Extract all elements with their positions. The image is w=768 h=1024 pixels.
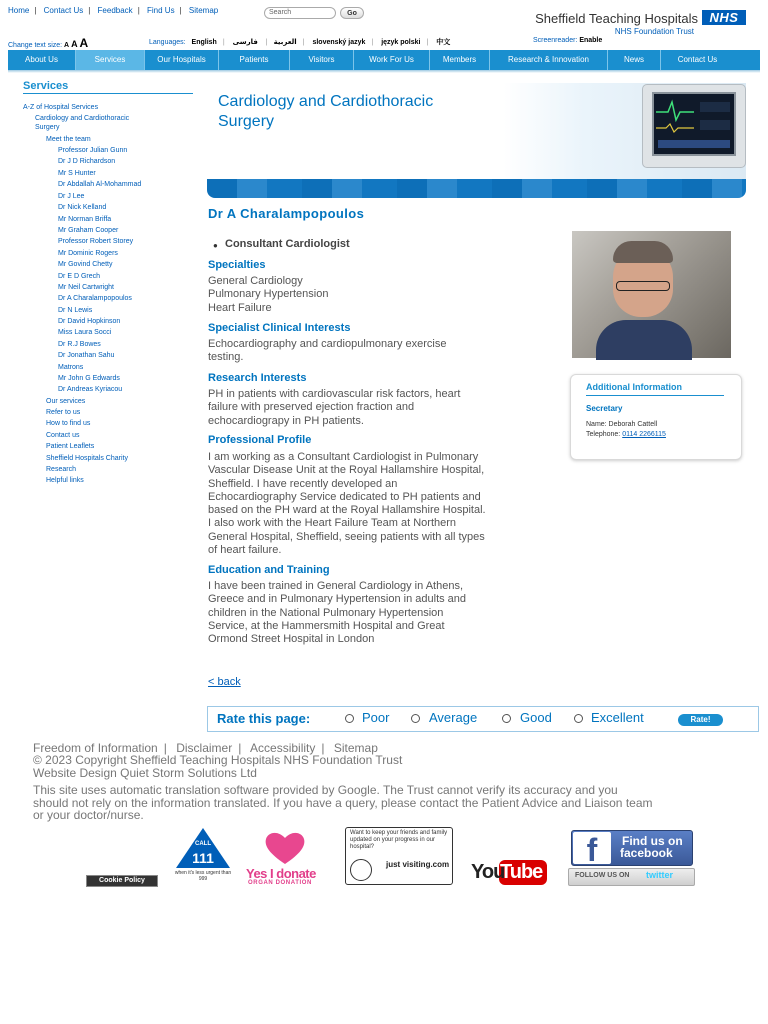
page-title [218,92,433,132]
sidebar-item[interactable]: Research [46,466,76,473]
lang-arabic[interactable]: العربية [273,39,297,46]
text-line: echocardiograpy in PH patients. [208,414,364,427]
additional-info-divider [586,395,724,396]
clinical-heading: Specialist Clinical Interests [208,322,351,334]
sidebar-item[interactable]: Dr R.J Bowes [58,341,101,348]
footer-link-disclaimer[interactable]: Disclaimer [176,741,233,755]
additional-info-title: Additional Information [586,382,682,392]
footer-translation-note: This site uses automatic translation software provided by Google. The Trust cannot verify its accuracy and you should not rely on the information translated. If you have a query, please contact the Patient Advice and Liaison team or your doctor/nurse. [33,783,653,822]
clinical-text [208,338,548,365]
footer-copyright: © 2023 Copyright Sheffield Teaching Hospitals NHS Foundation Trust [33,753,403,767]
text-line: of heart failure. [208,544,282,557]
nav-about-us[interactable]: About Us [8,50,76,70]
sidebar-item[interactable]: Mr John G Edwards [58,375,120,382]
nhs-111-subtitle: when it's less urgent than 999 [174,870,232,882]
facebook-icon: f [573,832,611,864]
page-title-line2: Surgery [218,113,275,130]
rate-submit-button[interactable]: Rate! [678,714,723,726]
text-line: I have been trained in General Cardiology in Athens, [208,580,463,592]
sidebar-item[interactable]: Dr N Lewis [58,307,93,314]
twitter-follow-text: FOLLOW US ON [575,872,630,879]
sidebar-item[interactable]: Mr Norman Briffa [58,216,112,223]
nav-research-innovation[interactable]: Research & Innovation [490,50,608,70]
text-size-label: Change text size: [8,42,63,49]
brand-name: Sheffield Teaching Hospitals [535,11,698,26]
sidebar-item[interactable]: Patient Leaflets [46,443,95,450]
sidebar-item[interactable]: Mr Graham Cooper [58,227,119,234]
profile-text [208,451,548,557]
nav-visitors[interactable]: Visitors [290,50,354,70]
heartbeat-icon [654,94,734,154]
rate-good-radio[interactable] [502,714,511,723]
footer-links: Freedom of Information | Disclaimer | Accessibility | Sitemap [33,741,378,755]
text-line: Echocardiography Service dedicated to PH patients and [208,490,481,503]
nav-services[interactable]: Services [76,50,145,70]
rate-excellent-radio[interactable] [574,714,583,723]
lang-polish[interactable]: język polski [381,39,421,46]
banner-strip [207,179,746,198]
text-line: I also work with the Heart Failure Team at Northern [208,517,457,530]
text-size-small[interactable]: A [64,42,70,49]
secretary-phone-row [586,431,666,438]
text-line: testing. [208,351,244,364]
youtube-tube: Tube [500,861,543,883]
bullet-icon: ● [213,241,218,250]
footer-link-sitemap[interactable]: Sitemap [333,741,378,755]
just-visiting-name: just visiting.com [386,860,450,869]
sidebar-item[interactable]: Dr Jonathan Sahu [58,352,115,359]
twitter-name: twitter [646,870,673,880]
sidebar-item[interactable]: Mr Dominic Rogers [58,250,118,257]
lang-english[interactable]: English [191,39,217,46]
just-visiting-icon [350,859,372,881]
language-selector: Languages: English | العربية| فارسی | slovenský jazyk | język polski | 中文 [149,39,451,46]
rate-page-label: Rate this page: [217,711,311,726]
sidebar-item[interactable]: Mr Govind Chetty [58,261,113,268]
organ-donation-subtitle: ORGAN DONATION [248,880,312,886]
lang-chinese[interactable]: 中文 [436,39,451,46]
rate-average-radio[interactable] [411,714,420,723]
nav-our-hospitals[interactable]: Our Hospitals [145,50,219,70]
nav-patients[interactable]: Patients [219,50,290,70]
research-heading: Research Interests [208,372,307,384]
rate-poor-radio[interactable] [345,714,354,723]
monitor-screen [652,92,736,156]
languages-label: Languages: [149,39,186,46]
organ-donation-title[interactable]: Yes I donate [246,866,316,881]
nav-news[interactable]: News [608,50,661,70]
sidebar-item[interactable]: Miss Laura Socci [58,329,112,336]
sidebar-item[interactable]: Helpful links [46,477,84,484]
doctor-role: Consultant Cardiologist [225,238,350,250]
nhs-logo[interactable]: NHS [702,10,746,25]
secretary-heading: Secretary [586,404,623,413]
telephone-link[interactable]: 0114 2266115 [622,431,666,438]
sidebar-title: Services [23,80,69,92]
nav-shadow [8,70,760,73]
text-line: failure with preserved ejection fraction and [208,401,415,414]
lang-slovak[interactable]: slovenský jazyk [312,39,366,46]
text-line: General Hospital, Sheffield, seeing patients with all types [208,530,485,543]
rate-excellent-label[interactable]: Excellent [591,710,644,725]
rate-good-label[interactable]: Good [520,710,552,725]
sidebar-item[interactable]: How to find us [46,420,91,427]
sidebar-item[interactable]: A-Z of Hospital Services [23,104,99,111]
text-line: I am working as a Consultant Cardiologist in Pulmonary [208,451,479,463]
text-line: Service, at the Hammersmith Hospital and Great [208,619,445,632]
text-line: Echocardiography and cardiopulmonary exercise [208,338,447,350]
main-nav [8,50,760,70]
education-text [208,580,548,646]
sidebar-item[interactable]: Professor Julian Gunn [58,147,128,154]
sidebar-item[interactable]: Surgery [35,124,60,131]
sidebar-item[interactable]: Dr A Charalampopoulos [58,295,132,302]
research-text [208,388,548,428]
top-link-find-us[interactable]: Find Us [147,6,175,15]
brand-subtitle: NHS Foundation Trust [614,27,694,36]
text-size-medium[interactable]: A [71,39,78,49]
lang-farsi[interactable]: فارسی [232,39,258,46]
screenreader-control [533,37,602,44]
sidebar-item[interactable]: Sheffield Hospitals Charity [46,455,128,462]
nav-members[interactable]: Members [430,50,490,70]
profile-heading: Professional Profile [208,434,312,446]
heart-icon[interactable] [264,830,306,866]
top-link-home[interactable]: Home [8,6,30,15]
search-input[interactable]: Search [264,7,336,19]
sidebar-item[interactable]: Dr Abdallah Al-Mohammad [58,181,142,188]
sidebar-item[interactable]: Dr J D Richardson [58,158,116,165]
sidebar-item[interactable]: Contact us [46,432,80,439]
text-line: Vascular Disease Unit at the Royal Hallamshire Hospital, [208,464,485,477]
top-link-sitemap[interactable]: Sitemap [188,6,219,15]
sidebar-item[interactable]: Dr David Hopkinson [58,318,121,325]
secretary-name: Name: Deborah Cattell [586,421,658,428]
sidebar-item[interactable]: Meet the team [46,136,91,143]
top-links: Home | Contact Us | Feedback | Find Us | Sitemap [8,6,219,15]
facebook-line1: Find us on [622,834,683,848]
facebook-line2: facebook [620,846,673,860]
footer-design-credit: Website Design Quiet Storm Solutions Ltd [33,766,257,780]
sidebar-item[interactable]: Our services [46,398,86,405]
cookie-policy-button[interactable]: Cookie Policy [86,875,158,887]
specialties-list [208,275,548,315]
specialty-item: Pulmonary Hypertension [208,288,329,301]
nav-work-for-us[interactable]: Work For Us [354,50,430,70]
text-size-large[interactable]: A [79,36,89,50]
go-button[interactable]: Go [340,7,364,19]
sidebar-item[interactable]: Dr J Lee [58,193,85,200]
text-line: Ormond Street Hospital in London [208,633,375,646]
specialty-item: Heart Failure [208,301,272,314]
text-line: Sheffield. I have recently developed an [208,477,398,490]
top-link-contact[interactable]: Contact Us [43,6,84,15]
sidebar-item[interactable]: Refer to us [46,409,81,416]
footer-link-foi[interactable]: Freedom of Information [33,741,158,755]
text-size-control [8,36,88,50]
text-line: children in the National Pulmonary Hypertension [208,606,444,619]
screenreader-label: Screenreader: [533,37,578,44]
page-title-line1: Cardiology and Cardiothoracic [218,93,434,110]
youtube-you: You [471,861,505,883]
sidebar-item[interactable]: Mr S Hunter [58,170,96,177]
text-line: PH in patients with cardiovascular risk factors, heart [208,388,461,400]
just-visiting-text: Want to keep your friends and family updated on your progress in our hospital? [350,830,448,850]
telephone-label: Telephone: [586,431,621,438]
text-line: Greece and in Pulmonary Hypertension in adults and [208,593,467,606]
photo-shirt [596,320,692,360]
sidebar-item[interactable]: Dr E D Grech [58,273,101,280]
sidebar-item[interactable]: Matrons [58,364,84,371]
sidebar-item[interactable]: Professor Robert Storey [58,238,134,245]
sidebar-item[interactable]: Cardiology and Cardiothoracic [35,115,130,122]
sidebar-item[interactable]: Dr Nick Kelland [58,204,107,211]
sidebar-item[interactable]: Mr Neil Cartwright [58,284,115,291]
back-link[interactable]: < back [208,676,241,688]
screenreader-enable[interactable]: Enable [579,37,603,44]
top-link-feedback[interactable]: Feedback [97,6,133,15]
nav-contact-us[interactable]: Contact Us [677,55,718,64]
education-heading: Education and Training [208,564,330,576]
photo-glasses [616,281,670,291]
specialty-item: General Cardiology [208,275,303,287]
nhs-111-number: 111 [192,850,214,866]
sidebar-divider [23,93,193,94]
specialties-heading: Specialties [208,259,266,271]
doctor-name: Dr A Charalampopoulos [208,206,365,221]
text-line: based on the PH ward at the Royal Hallamshire Hospital. [208,504,486,517]
nhs-111-call: CALL [195,841,211,847]
sidebar-item[interactable]: Dr Andreas Kyriacou [58,386,123,393]
footer-link-accessibility[interactable]: Accessibility [250,741,316,755]
rate-average-label[interactable]: Average [429,710,478,725]
photo-hair [613,241,673,263]
rate-poor-label[interactable]: Poor [362,710,390,725]
